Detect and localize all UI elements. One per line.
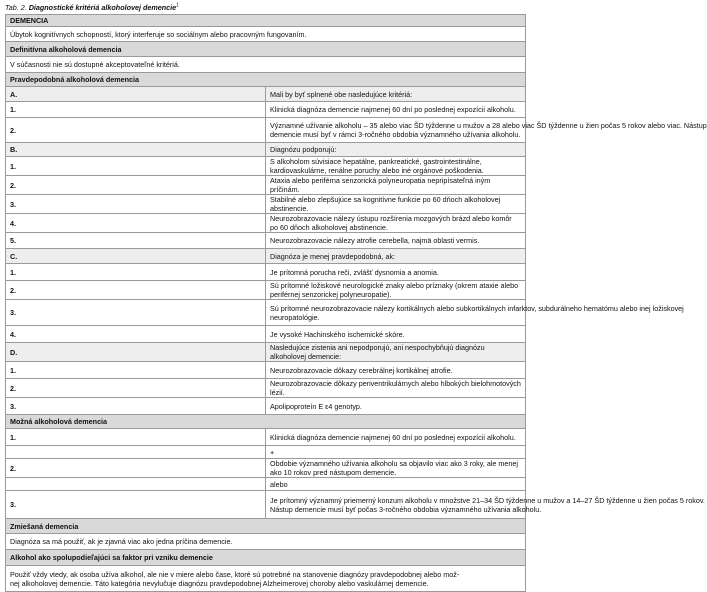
- table-row: [6, 57, 526, 73]
- row-text: Diagnóza je menej pravdepodobná, ak:: [266, 249, 526, 264]
- table-row: [6, 362, 526, 379]
- row-number: 2.: [6, 379, 266, 398]
- row-number: 2.: [6, 118, 266, 143]
- row-number: 1.: [6, 264, 266, 281]
- table-caption: [5, 3, 527, 14]
- row-number: [6, 478, 266, 491]
- row-text-line: demencie musí byť v rámci 3-ročného obdobia významného užívania alkoholu.: [270, 130, 521, 139]
- table-row: [6, 157, 526, 176]
- table-row: [6, 27, 526, 42]
- row-number: A.: [6, 87, 266, 102]
- row-number: 4.: [6, 214, 266, 233]
- table-row: [6, 300, 526, 326]
- row-number: 1.: [6, 102, 266, 118]
- row-number: 1.: [6, 362, 266, 379]
- table-row: [6, 534, 526, 550]
- row-text: Apolipoproteín E ε4 genotyp.: [266, 398, 526, 415]
- row-text-line: nej alkoholovej demencie. Táto kategória nevylučuje diagnózu pravdepodobnej Alzheimerovej choroby alebo vaskulárnej demencie.: [10, 578, 429, 588]
- table-row: [6, 118, 526, 143]
- row-text: Úbytok kognitívnych schopností, ktorý interferuje so sociálnym alebo pracovným fungovaním.: [6, 27, 526, 42]
- row-number: 3.: [6, 300, 266, 326]
- row-text: [6, 566, 526, 592]
- section-probable: [6, 73, 526, 87]
- row-text: Je vysoké Hachinského ischemické skóre.: [266, 326, 526, 343]
- section-title: Alkohol ako spolupodieľajúci sa faktor pri vzniku demencie: [6, 550, 526, 566]
- section-title: DEMENCIA: [6, 15, 526, 27]
- row-text: Neurozobrazovacie dôkazy periventrikulárnych alebo hlbokých bielohmotových lézií.: [266, 379, 526, 398]
- caption-note: 1: [176, 2, 179, 9]
- row-number: 2.: [6, 176, 266, 195]
- row-text: [266, 300, 684, 326]
- table-row: [6, 398, 526, 415]
- table-row: [6, 214, 526, 233]
- section-dementia: [6, 15, 526, 27]
- row-text: Obdobie významného užívania alkoholu sa objavilo viac ako 3 roky, ale menej ako 10 rokov pred nástupom demencie.: [266, 459, 526, 478]
- row-number: 2.: [6, 281, 266, 300]
- row-text: [266, 118, 707, 143]
- row-number: B.: [6, 143, 266, 157]
- table-row: [6, 326, 526, 343]
- table-row: [6, 459, 526, 478]
- section-title: Zmiešaná demencia: [6, 519, 526, 534]
- caption-prefix: Tab. 2.: [5, 3, 27, 12]
- row-text-line: Významné užívanie alkoholu – 35 alebo viac ŠD týždenne u mužov a 28 alebo viac ŠD týždenne u žien počas 5 rokov alebo viac. Nástup: [270, 121, 707, 130]
- row-number: 2.: [6, 459, 266, 478]
- row-text-line: Je prítomný významný priemerný konzum alkoholu v množstve 21–34 ŠD týždenne u mužov a 14–27 ŠD týždenne u žien počas 5 rokov.: [270, 495, 705, 505]
- row-text-line: Nástup demencie musí byť počas 3-ročného obdobia významného užívania alkoholu.: [270, 504, 542, 514]
- subsection-b: [6, 143, 526, 157]
- subsection-a: [6, 87, 526, 102]
- criteria-table: [5, 14, 707, 592]
- table-row: [6, 195, 526, 214]
- connector-plus: +: [266, 446, 526, 459]
- row-text: Klinická diagnóza demencie najmenej 60 dní po poslednej expozícii alkoholu.: [266, 102, 526, 118]
- subsection-d: [6, 343, 526, 362]
- row-text: Diagnóza sa má použiť, ak je zjavná viac ako jedna príčina demencie.: [6, 534, 526, 550]
- row-number: 5.: [6, 233, 266, 249]
- table-row: [6, 429, 526, 446]
- row-text: Ataxia alebo periférna senzorická polyneuropatia nepripísateľná iným príčinám.: [266, 176, 526, 195]
- row-text-line: Použiť vždy vtedy, ak osoba užíva alkohol, ale nie v miere alebo čase, ktoré sú potrebné na stanovenie diagnózy pravdepodobnej alebo mož-: [10, 569, 460, 579]
- section-definite: [6, 42, 526, 57]
- section-title: Definitívna alkoholová demencia: [6, 42, 526, 57]
- section-title: Možná alkoholová demencia: [6, 415, 526, 429]
- section-title: Pravdepodobná alkoholová demencia: [6, 73, 526, 87]
- row-text: S alkoholom súvisiace hepatálne, pankreatické, gastrointestinálne, kardiovaskulárne, renálne poruchy alebo iné orgánové poškodenia.: [266, 157, 526, 176]
- caption-title: Diagnostické kritériá alkoholovej demencie: [28, 3, 177, 12]
- row-text: Sú prítomné ložiskové neurologické znaky alebo príznaky (okrem ataxie alebo periférnej senzorickej polyneuropatie).: [266, 281, 526, 300]
- table-row: [6, 233, 526, 249]
- row-text: Neurozobrazovacie nálezy ústupu rozšírenia mozgových brázd alebo komôr po 60 dňoch alkoholovej abstinencie.: [266, 214, 526, 233]
- table-row: [6, 102, 526, 118]
- table-row: [6, 566, 526, 592]
- row-text: V súčasnosti nie sú dostupné akceptovateľné kritériá.: [6, 57, 526, 73]
- table-row: [6, 446, 526, 459]
- row-text: Klinická diagnóza demencie najmenej 60 dní po poslednej expozícii alkoholu.: [266, 429, 526, 446]
- table-row: [6, 491, 526, 519]
- row-number: 3.: [6, 195, 266, 214]
- row-number: 3.: [6, 398, 266, 415]
- table-row: [6, 379, 526, 398]
- row-text: Neurozobrazovacie nálezy atrofie cerebella, najmä oblasti vermis.: [266, 233, 526, 249]
- row-text: Nasledujúce zistenia ani nepodporujú, ani nespochybňujú diagnózu alkoholovej demencie:: [266, 343, 526, 362]
- connector-or: alebo: [266, 478, 526, 491]
- row-text: Diagnózu podporujú:: [266, 143, 526, 157]
- row-number: [6, 446, 266, 459]
- section-contributing: [6, 550, 526, 566]
- row-number: C.: [6, 249, 266, 264]
- section-mixed: [6, 519, 526, 534]
- row-text: Stabilné alebo zlepšujúce sa kognitívne funkcie po 60 dňoch alkoholovej abstinencie.: [266, 195, 526, 214]
- table-row: [6, 264, 526, 281]
- section-possible: [6, 415, 526, 429]
- row-text: Je prítomná porucha reči, zvlášť dysnomia a anomia.: [266, 264, 526, 281]
- row-number: 3.: [6, 491, 266, 519]
- row-number: 1.: [6, 429, 266, 446]
- row-text-line: Sú prítomné neurozobrazovacie nálezy kortikálnych alebo subkortikálnych infarktov, subdurálneho hematómu alebo inej ložiskovej: [270, 303, 684, 313]
- row-number: D.: [6, 343, 266, 362]
- row-number: 1.: [6, 157, 266, 176]
- table-row: [6, 478, 526, 491]
- row-number: 4.: [6, 326, 266, 343]
- table-row: [6, 176, 526, 195]
- row-text-line: neuropatológie.: [270, 312, 320, 322]
- subsection-c: [6, 249, 526, 264]
- row-text: [266, 491, 705, 519]
- row-text: Mali by byť splnené obe nasledujúce kritériá:: [266, 87, 526, 102]
- row-text: Neurozobrazovacie dôkazy cerebrálnej kortikálnej atrofie.: [266, 362, 526, 379]
- table-row: [6, 281, 526, 300]
